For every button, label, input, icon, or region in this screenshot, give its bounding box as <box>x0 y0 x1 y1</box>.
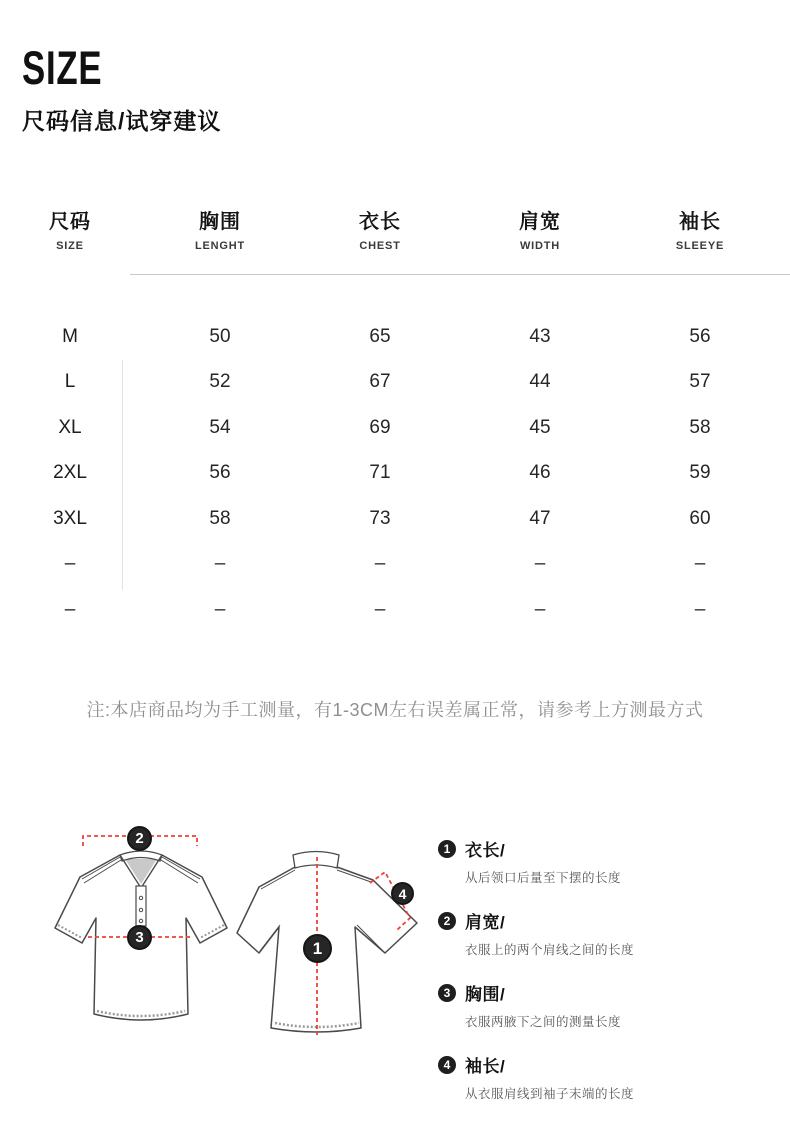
legend-description: 从后领口后量至下摆的长度 <box>465 871 622 885</box>
column-header-en: WIDTH <box>519 240 561 252</box>
shoulder-cell: – <box>534 553 546 575</box>
chest-cell: 52 <box>209 371 231 393</box>
shoulder-cell: 46 <box>529 462 551 484</box>
shoulder-width-badge: 2 <box>127 826 152 851</box>
sleeve-cell: – <box>694 553 706 575</box>
sleeve-cell: 60 <box>689 507 711 529</box>
column-header-zh: 袖长 <box>679 211 721 233</box>
legend-description: 从衣服肩线到袖子末端的长度 <box>465 1087 635 1101</box>
length-cell: 71 <box>369 462 391 484</box>
legend-item-length <box>438 836 778 886</box>
shoulder-cell: 47 <box>529 507 551 529</box>
legend-description: 衣服两腋下之间的测量长度 <box>465 1015 622 1029</box>
column-header-en: CHEST <box>359 240 401 252</box>
shoulder-cell: 45 <box>529 416 551 438</box>
column-header-sleeve <box>620 205 780 252</box>
chest-cell: – <box>214 553 226 575</box>
length-cell: 65 <box>369 325 391 347</box>
column-header-size <box>0 205 140 252</box>
legend-label: 袖长/ <box>465 1057 506 1076</box>
size-cell: XL <box>58 416 82 438</box>
column-header-chest <box>140 205 300 252</box>
table-row <box>0 496 780 542</box>
table-row <box>0 587 780 633</box>
sleeve-cell: – <box>694 598 706 620</box>
column-header-zh: 尺码 <box>49 211 91 233</box>
column-header-en: SIZE <box>56 240 84 252</box>
size-cell: – <box>64 553 76 575</box>
size-cell: 2XL <box>53 462 87 484</box>
column-header-shoulder <box>460 205 620 252</box>
size-cell: L <box>64 371 76 393</box>
length-cell: 73 <box>369 507 391 529</box>
size-table-body <box>0 314 780 633</box>
legend-item-shoulder <box>438 908 778 958</box>
column-header-zh: 肩宽 <box>519 211 561 233</box>
length-cell: 67 <box>369 371 391 393</box>
shoulder-cell: 44 <box>529 371 551 393</box>
column-header-en: LENGHT <box>194 240 246 252</box>
garment-length-badge: 1 <box>303 934 332 963</box>
sleeve-cell: 58 <box>689 416 711 438</box>
page-title: SIZE <box>22 41 103 94</box>
measurement-note: 注:本店商品均为手工测量，有1-3CM左右误差属正常，请参考上方测最方式 <box>86 700 704 720</box>
legend-number-badge: 3 <box>438 984 456 1002</box>
shoulder-cell: 43 <box>529 325 551 347</box>
sleeve-length-badge: 4 <box>391 882 414 905</box>
chest-cell: 54 <box>209 416 231 438</box>
chest-cell: – <box>214 598 226 620</box>
table-row <box>0 314 780 360</box>
legend-description: 衣服上的两个肩线之间的长度 <box>465 943 635 957</box>
legend-item-sleeve <box>438 1052 778 1102</box>
length-cell: – <box>374 553 386 575</box>
legend-item-chest <box>438 980 778 1030</box>
sleeve-cell: 57 <box>689 371 711 393</box>
chest-width-badge: 3 <box>127 925 152 950</box>
column-header-en: SLEEYE <box>675 240 725 252</box>
chest-cell: 58 <box>209 507 231 529</box>
measure-legend <box>438 836 778 1124</box>
chest-cell: 50 <box>209 325 231 347</box>
size-cell: 3XL <box>53 507 87 529</box>
table-row <box>0 360 780 406</box>
column-header-length <box>300 205 460 252</box>
table-row <box>0 405 780 451</box>
size-cell: M <box>62 325 78 347</box>
size-table-header <box>0 205 780 252</box>
legend-number-badge: 1 <box>438 840 456 858</box>
legend-label: 肩宽/ <box>465 913 506 932</box>
table-row <box>0 542 780 588</box>
sleeve-cell: 56 <box>689 325 711 347</box>
length-cell: – <box>374 598 386 620</box>
legend-label: 衣长/ <box>465 841 506 860</box>
page-subtitle: 尺码信息/试穿建议 <box>22 108 222 134</box>
legend-number-badge: 2 <box>438 912 456 930</box>
sleeve-cell: 59 <box>689 462 711 484</box>
shoulder-cell: – <box>534 598 546 620</box>
length-cell: 69 <box>369 416 391 438</box>
table-row <box>0 451 780 497</box>
column-header-zh: 衣长 <box>359 211 401 233</box>
table-header-divider <box>130 274 790 275</box>
column-header-zh: 胸围 <box>199 211 241 233</box>
legend-label: 胸围/ <box>465 985 506 1004</box>
chest-cell: 56 <box>209 462 231 484</box>
legend-number-badge: 4 <box>438 1056 456 1074</box>
size-cell: – <box>64 598 76 620</box>
